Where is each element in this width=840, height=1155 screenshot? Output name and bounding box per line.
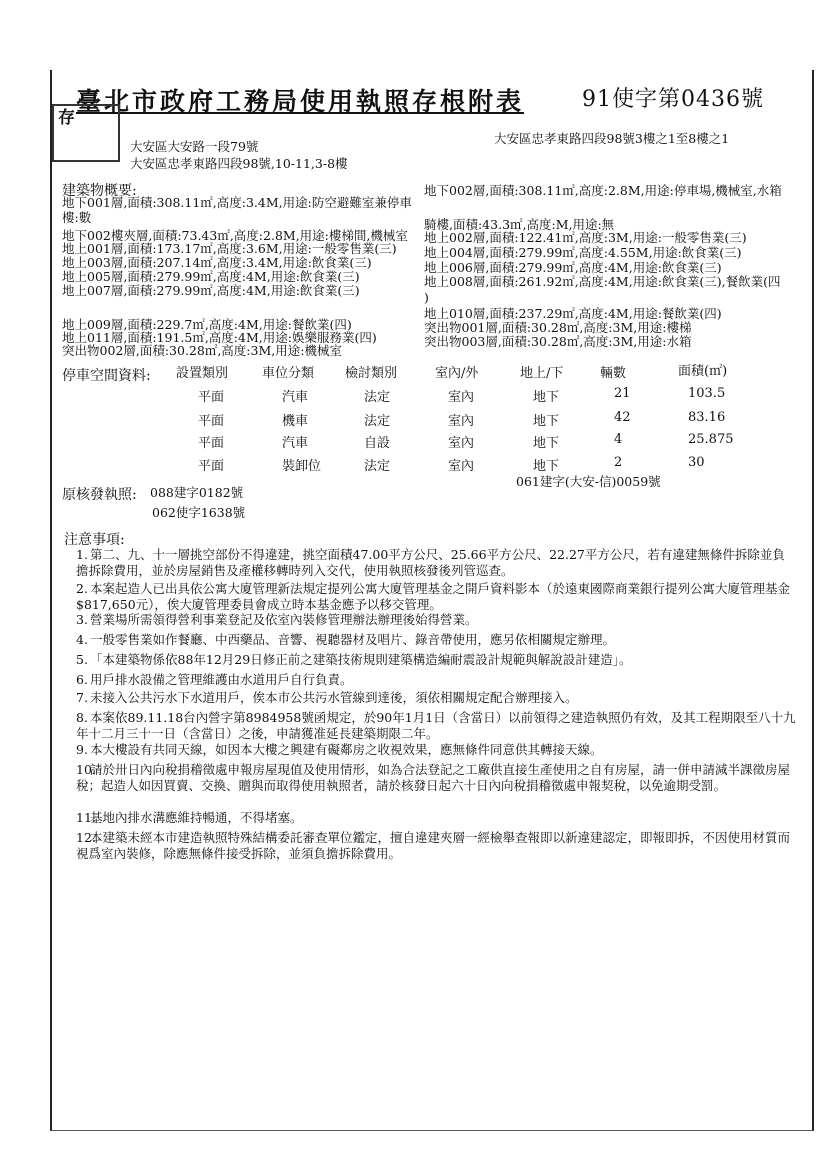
parking-cell: 汽車 (282, 390, 309, 405)
parking-cell: 室內 (448, 436, 475, 451)
parking-cell: 25.875 (688, 432, 734, 447)
parking-cell: 地下 (533, 459, 560, 474)
floor-right: 騎樓,面積:43.3㎡,高度:M,用途:無 (424, 217, 615, 232)
note-item: 2. 本案起造人已出具依公寓大廈管理新法規定提列公寓大廈管理基金之開戶資料影本（於遠東國際商業銀行提列公寓大廈管理基金$817,650元），俟大廈管理委員會成立時本基金應予以移交管理。 (76, 581, 791, 612)
original-permit: 062使字1638號 (152, 505, 246, 520)
floor-left: 地上001層,面積:173.17㎡,高度:3.6M,用途:一般零售業(三) (62, 241, 397, 256)
floor-right: 突出物001層,面積:30.28㎡,高度:3M,用途:樓梯 (424, 320, 692, 335)
address-line-2: 大安區忠孝東路四段98號,10-11,3-8樓 (130, 156, 348, 171)
floor-left: 地上003層,面積:207.14㎡,高度:3.4M,用途:飲食業(三) (62, 255, 372, 270)
note-item: 3. 營業場所需領得營利事業登記及依室內裝修管理辦法辦理後始得營業。 (76, 612, 478, 627)
permit-number: 91使字第0436號 (582, 87, 764, 112)
parking-cell: 42 (614, 410, 631, 425)
building-label: 建築物概要: (62, 183, 137, 199)
parking-header: 檢討類別 (345, 366, 398, 381)
parking-label: 停車空間資料: (62, 368, 151, 384)
parking-cell: 平面 (198, 390, 225, 405)
parking-cell: 室內 (448, 390, 475, 405)
floor-left: 樓:數 (62, 210, 92, 225)
note-item: 12.本建築未經本市建造執照特殊結構委託審查單位鑑定，擅自違建夾層一經檢舉查報即以新違建認定，即報即拆，不因使用材質而視爲室內裝修，除應無條件接受拆除，並須負擔拆除費用。 (76, 830, 791, 861)
floor-left: 突出物002層,面積:30.28㎡,高度:3M,用途:機械室 (62, 343, 342, 358)
floor-right: 地上008層,面積:261.92㎡,高度:4M,用途:飲食業(三),餐飲業(四 (424, 274, 781, 289)
floor-right: 地上004層,面積:279.99㎡,高度:4.55M,用途:飲食業(三) (424, 245, 742, 260)
note-item: 10.請於卅日內向稅捐稽徵處申報房屋現值及使用情形，如為合法登記之工廠供直接生產使用之自有房屋，請一併申請減半課徵房屋稅；起造人如因買賣、交換、贈與而取得使用執照者，請於核發日起六十日內向稅捐稽徵處申報契稅，以免逾期受罰。 (76, 762, 791, 793)
floor-right: ) (424, 290, 429, 305)
floor-left: 地上009層,面積:229.7㎡,高度:4M,用途:餐飲業(四) (62, 317, 352, 332)
parking-cell: 機車 (282, 414, 309, 429)
parking-header: 面積(㎡) (678, 364, 728, 379)
address-right: 大安區忠孝東路四段98號3樓之1至8樓之1 (494, 131, 730, 146)
floor-right: 地上010層,面積:237.29㎡,高度:4M,用途:餐飲業(四) (424, 306, 722, 321)
parking-cell: 自設 (364, 436, 391, 451)
floor-left: 地上007層,面積:279.99㎡,高度:4M,用途:飲食業(三) (62, 283, 360, 298)
parking-cell: 地下 (533, 414, 560, 429)
note-item: 11.基地內排水溝應維持暢通，不得堵塞。 (76, 810, 303, 825)
parking-cell: 平面 (198, 436, 225, 451)
parking-cell: 地下 (533, 436, 560, 451)
parking-cell: 法定 (364, 414, 391, 429)
parking-header: 車位分類 (262, 366, 315, 381)
original-permit: 061建字(大安-信)0059號 (516, 474, 661, 489)
parking-cell: 法定 (364, 390, 391, 405)
parking-cell: 30 (688, 455, 705, 470)
floor-left: 地下001層,面積:308.11㎡,高度:3.4M,用途:防空避難室兼停車 (62, 195, 412, 210)
parking-cell: 2 (614, 455, 623, 470)
parking-cell: 室內 (448, 414, 475, 429)
parking-cell: 汽車 (282, 436, 309, 451)
original-permit: 088建字0182號 (150, 485, 244, 500)
floor-right: 突出物003層,面積:30.28㎡,高度:3M,用途:水箱 (424, 334, 692, 349)
floor-right: 地下002層,面積:308.11㎡,高度:2.8M,用途:停車場,機械室,水箱 (424, 183, 782, 198)
parking-cell: 地下 (533, 390, 560, 405)
parking-cell: 平面 (198, 414, 225, 429)
parking-cell: 103.5 (688, 386, 726, 401)
floor-left: 地上005層,面積:279.99㎡,高度:4M,用途:飲食業(三) (62, 269, 360, 284)
parking-cell: 室內 (448, 459, 475, 474)
parking-header: 室內/外 (435, 366, 479, 381)
page-title: 臺北市政府工務局使用執照存根附表 (76, 87, 525, 116)
parking-header: 地上/下 (520, 366, 564, 381)
floor-right: 地上002層,面積:122.41㎡,高度:3M,用途:一般零售業(三) (424, 230, 747, 245)
parking-cell: 21 (614, 386, 631, 401)
note-item: 8. 本案依89.11.18台內營字第8984958號函規定，於90年1月1日（含當日）以前領得之建造執照仍有效，及其工程期限至八十九年十二月三十一日（含當日）之後，申請獲准延長建築期限二年。 (76, 710, 796, 741)
note-item: 9. 本大樓設有共同天線，如因本大樓之興建有礙鄰房之收視效果，應無條件同意供其轉接天線。 (76, 742, 603, 757)
parking-cell: 法定 (364, 459, 391, 474)
parking-header: 輛數 (600, 366, 627, 381)
original-permit-label: 原核發執照: (62, 487, 137, 503)
note-item: 6. 用戶排水設備之管理維護由水道用戶自行負責。 (76, 672, 353, 687)
floor-left: 地上011層,面積:191.5㎡,高度:4M,用途:娛樂服務業(四) (62, 330, 377, 345)
parking-cell: 83.16 (688, 410, 726, 425)
floor-right: 地上006層,面積:279.99㎡,高度:4M,用途:飲食業(三) (424, 260, 722, 275)
address-line-1: 大安區大安路一段79號 (130, 139, 259, 154)
note-item: 5. 「本建築物係依88年12月29日修正前之建築技術規則建築構造編耐震設計規範與解說設計建造」。 (76, 652, 632, 667)
note-item: 1. 第二、九、十一層挑空部份不得違建，挑空面積47.00平方公尺、25.66平方公尺、22.27平方公尺，若有違建無條件拆除並負擔拆除費用，並於房屋銷售及產權移轉時列入交代，使用執照核發後列管巡查。 (76, 547, 785, 578)
parking-header: 設置類別 (176, 366, 229, 381)
parking-cell: 平面 (198, 459, 225, 474)
parking-cell: 裝卸位 (282, 459, 322, 474)
note-item: 4. 一般零售業如作餐廳、中西藥品、音響、視聽器材及唱片、錄音帶使用，應另依相關規定辦理。 (76, 632, 616, 647)
parking-cell: 4 (614, 432, 623, 447)
note-item: 7. 未接入公共污水下水道用戶，俟本市公共污水管線到達後，須依相關規定配合辦理接入。 (76, 690, 578, 705)
stamp-mark: 存 (52, 104, 120, 162)
floor-left: 地下002樓夾層,面積:73.43㎡,高度:2.8M,用途:樓梯間,機械室 (62, 228, 408, 243)
notes-label: 注意事項: (64, 532, 125, 548)
